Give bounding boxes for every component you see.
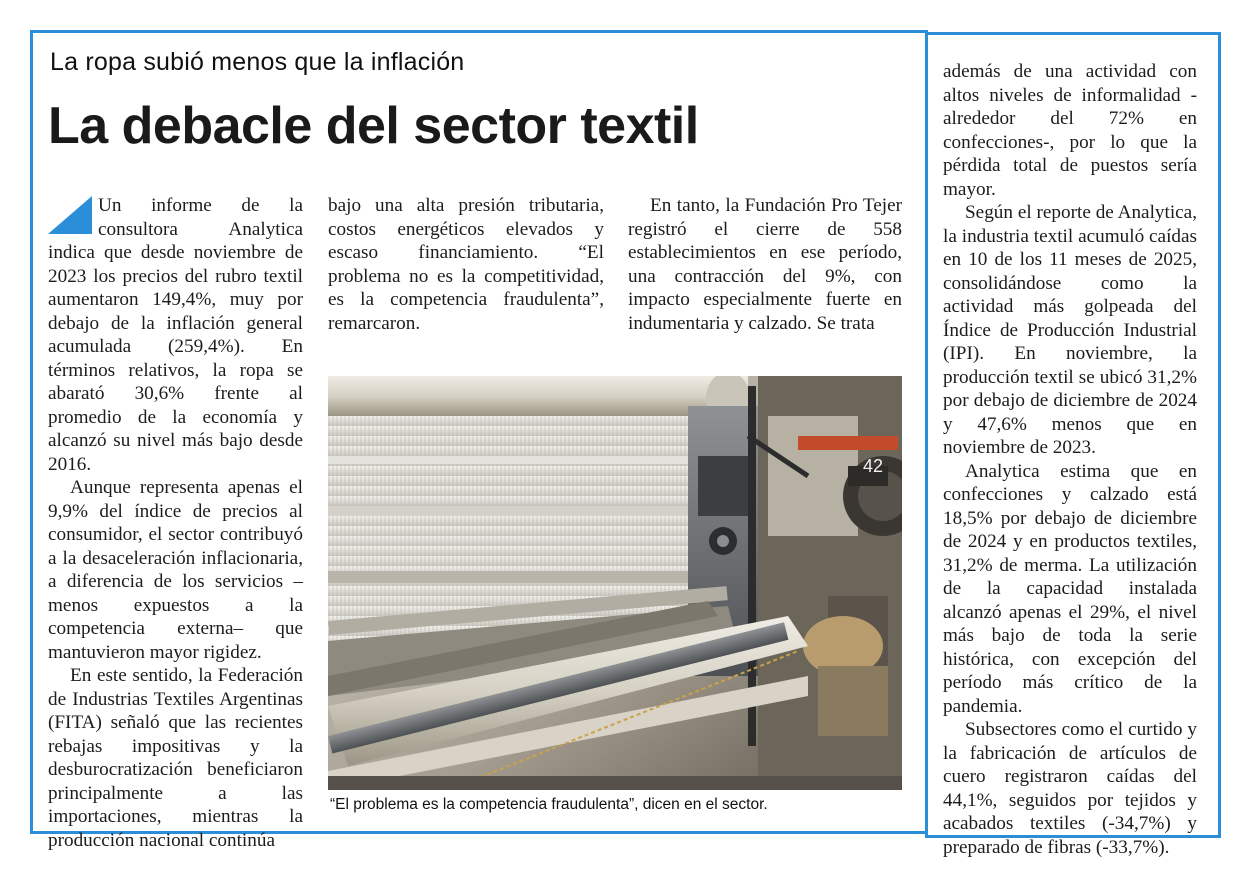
body-paragraph: Aunque representa apenas el 9,9% del índice de precios al consumidor, el sector contribuyó a la desaceleración inflacionaria, a diferencia de los servicios –menos expuestos a la competencia externa– que mantuvieron mayor rigidez. bbox=[48, 477, 303, 663]
text-column-4 bbox=[943, 60, 1197, 859]
body-paragraph: Según el reporte de Analytica, la industria textil acumuló caídas en 10 de los 11 meses de 2025, consolidándose como la actividad más golpeada del Índice de Producción Industrial (IPI). En noviembre, la producción textil se ubicó 31,2% por debajo de diciembre de 2024 y 47,6% menos que en noviembre de 2023. bbox=[943, 202, 1197, 458]
body-paragraph: En tanto, la Fundación Pro Tejer registró el cierre de 558 establecimientos en ese período, una contracción del 9%, con impacto especialmente fuerte en indumentaria y calzado. Se trata bbox=[628, 195, 902, 334]
text-column-3 bbox=[628, 194, 902, 335]
body-paragraph: En este sentido, la Federación de Industrias Textiles Argentinas (FITA) señaló que las recientes rebajas impositivas y la desburocratización beneficiaron principalmente a las importaciones, mientras la producción nacional continúa bbox=[48, 665, 303, 851]
body-paragraph: además de una actividad con altos niveles de informalidad -alrededor del 72% en confecciones-, por lo que la pérdida total de puestos sería mayor. bbox=[943, 61, 1197, 200]
loom-illustration bbox=[328, 376, 902, 790]
photo-caption: “El problema es la competencia fraudulenta”, dicen en el sector. bbox=[330, 796, 768, 813]
body-paragraph: Analytica estima que en confecciones y calzado está 18,5% por debajo de diciembre de 2024 y en productos textiles, 31,2% de merma. La utilización de la capacidad instalada alcanzó apenas el 29%, el nivel más bajo de toda la serie histórica, con excepción del período más crítico de la pandemia. bbox=[943, 460, 1197, 717]
body-paragraph: Subsectores como el curtido y la fabricación de artículos de cuero registraron caídas del 44,1%, seguidos por tejidos y acabados textiles (-34,7%) y preparado de fibras (-33,7%). bbox=[943, 719, 1197, 858]
text-column-2 bbox=[328, 194, 604, 335]
body-paragraph: bajo una alta presión tributaria, costos energéticos elevados y escaso financiamiento. “El problema no es la competitividad, es la competencia fraudulenta”, remarcaron. bbox=[328, 195, 604, 334]
textile-loom-photo bbox=[328, 376, 902, 790]
text-column-1 bbox=[48, 194, 303, 852]
body-paragraph: Un informe de la consultora Analytica indica que desde noviembre de 2023 los precios del rubro textil aumentaron 149,4%, muy por debajo de la inflación general acumulada (259,4%). En términos relativos, la ropa se abarató 30,6% frente al promedio de la economía y alcanzó su nivel más bajo desde 2016. bbox=[48, 195, 303, 475]
machine-number-sign: 42 bbox=[863, 456, 884, 476]
triangle-mark-icon bbox=[48, 196, 92, 234]
article-headline: La debacle del sector textil bbox=[48, 97, 699, 155]
article-kicker: La ropa subió menos que la inflación bbox=[50, 48, 465, 76]
